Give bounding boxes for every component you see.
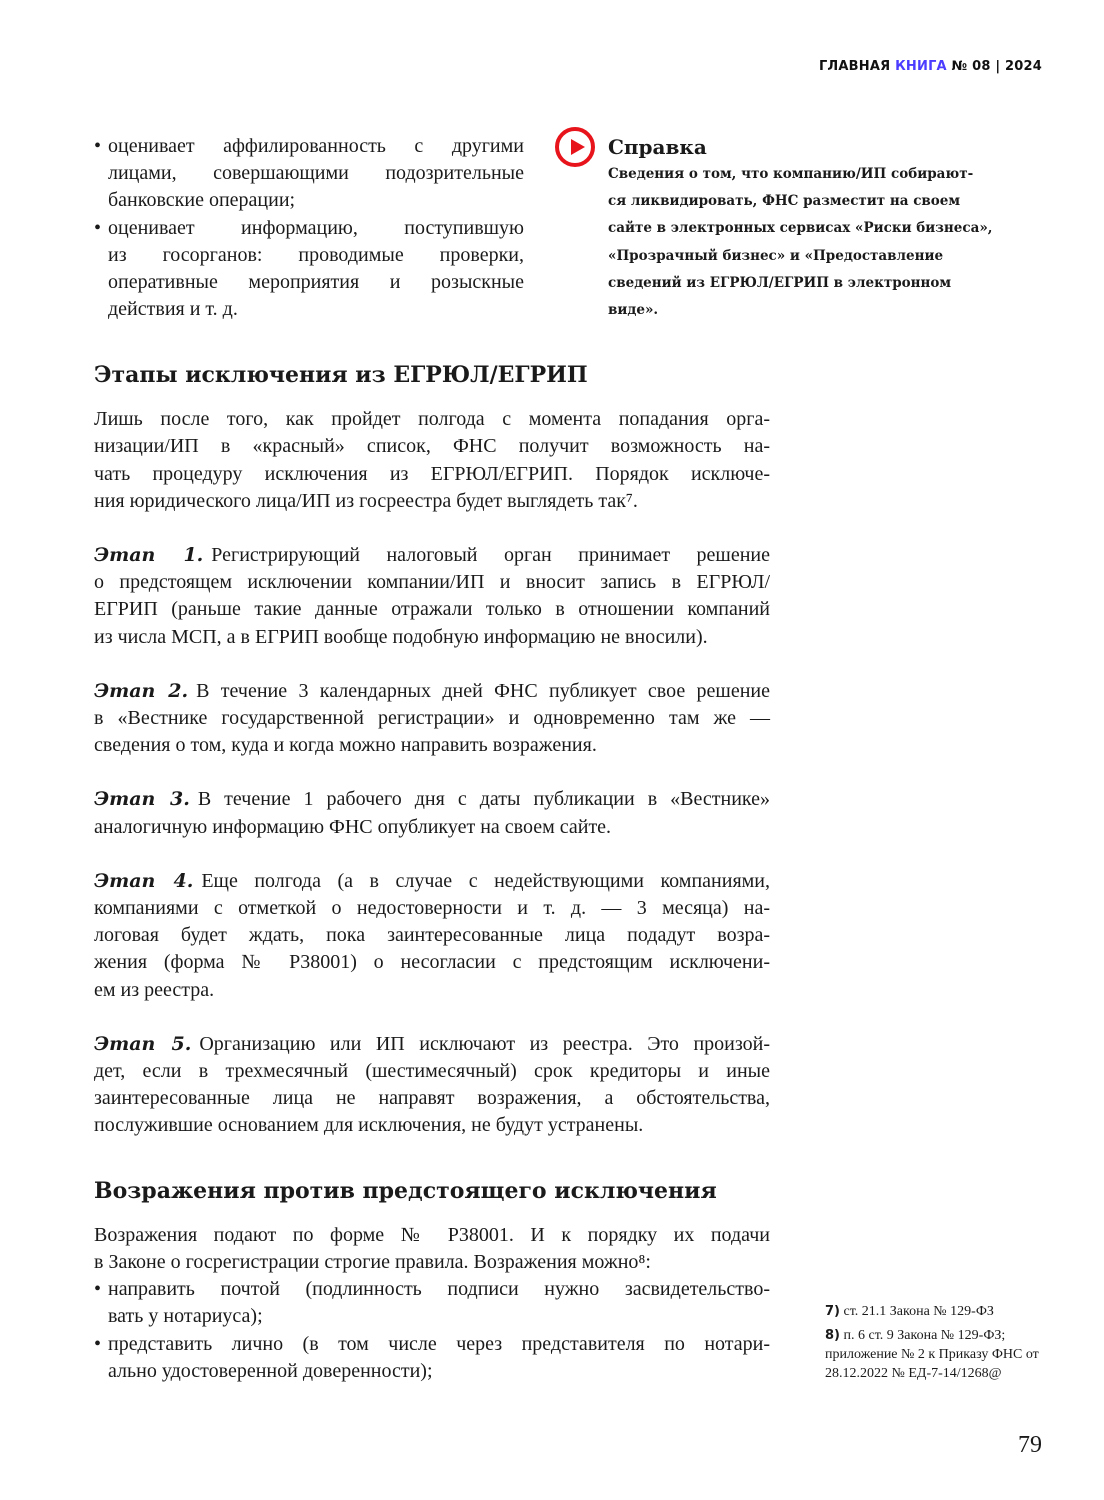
line-text: виде». (608, 302, 659, 319)
text-line (94, 488, 770, 515)
line-text: дет, если в трехмесячный (шестимесячный) срок кредиторы и иные (94, 1060, 770, 1083)
line-text: из числа МСП, а в ЕГРИП вообще подобную информацию не вносили). (94, 625, 708, 648)
stage-label: Этап 2. (94, 679, 189, 702)
text-line (94, 624, 770, 651)
text-line (94, 977, 770, 1004)
text-line (94, 1358, 770, 1385)
page-number: 79 (1018, 1432, 1042, 1458)
footnote-number: 7) (825, 1304, 840, 1319)
text-line (94, 895, 770, 922)
line-text: Еще полгода (а в случае с недействующими компаниями, (201, 869, 771, 892)
footnote-8 (825, 1326, 1055, 1383)
text-line (94, 922, 770, 949)
line-text: логовая будет ждать, пока заинтересованные лица подадут возра- (94, 924, 770, 947)
line-text: жения (форма № Р38001) о несогласии с предстоящим исключени- (94, 951, 770, 974)
text-line (94, 215, 524, 242)
footnote-text: ст. 21.1 Закона № 129-ФЗ (843, 1304, 994, 1319)
objections-paragraph (94, 1222, 770, 1276)
text-line (94, 1085, 770, 1112)
sidebar-title: Справка (608, 135, 707, 159)
text-line (94, 732, 770, 759)
footnotes (825, 1302, 1055, 1383)
stage-label: Этап 5. (94, 1032, 192, 1055)
line-text: ЕГРИП (раньше такие данные отражали только в отношении компаний (94, 598, 770, 621)
footnote-number: 8) (825, 1328, 840, 1343)
section-heading: Этапы исключения из ЕГРЮЛ/ЕГРИП (94, 362, 588, 389)
footnote-text: п. 6 ст. 9 Закона № 129-ФЗ; приложение № 2 к Приказу ФНС от 28.12.2022 № ЕД-7-14/1268@ (825, 1328, 1039, 1381)
line-text: ально удостоверенной доверенности); (108, 1359, 433, 1382)
line-text: Сведения о том, что компанию/ИП собирают- (608, 166, 974, 182)
text-line (94, 433, 770, 460)
line-text: послужившие основанием для исключения, не будут устранены. (94, 1114, 644, 1137)
line-text: Возражения подают по форме № Р38001. И к порядку их подачи (94, 1223, 770, 1246)
line-text: низации/ИП в «красный» список, ФНС получит возможность на- (94, 435, 770, 458)
text-line (94, 1031, 770, 1058)
issue-number: № 08 | 2024 (951, 59, 1042, 74)
running-header (819, 59, 1042, 74)
text-line (94, 1222, 770, 1249)
sidebar-note (555, 133, 1048, 324)
text-line (94, 868, 770, 895)
text-line (94, 1303, 770, 1330)
line-text: в «Вестнике государственной регистрации» и одновременно там же — (94, 707, 770, 730)
line-text: представить лично (в том числе через представителя по нотари- (108, 1332, 770, 1355)
text-line (608, 270, 1048, 297)
text-line (94, 406, 770, 433)
brand-main: ГЛАВНАЯ (818, 59, 891, 74)
text-line (94, 705, 770, 732)
text-line (94, 786, 770, 813)
text-line (94, 1112, 770, 1139)
line-text: заинтересованные лица не направят возражения, а обстоятельства, (94, 1087, 770, 1110)
line-text: ем из реестра. (94, 978, 215, 1001)
line-text: компаниями с отметкой о недостоверности и т. д. — 3 месяца) на- (94, 897, 770, 920)
line-text: сведения о том, куда и когда можно направить возражения. (94, 734, 597, 757)
footnote-7 (825, 1302, 1055, 1321)
text-line (94, 269, 524, 296)
line-text: в Законе о госрегистрации строгие правила. Возражения можно⁸: (94, 1250, 651, 1273)
brand-accent: КНИГА (895, 59, 947, 74)
line-text: оперативные мероприятия и розыскные (108, 271, 524, 294)
text-line (94, 1276, 770, 1303)
line-text: В течение 3 календарных дней ФНС публикует свое решение (196, 679, 770, 702)
stage-4 (94, 868, 770, 1004)
line-text: банковские операции; (108, 189, 296, 212)
sidebar-content (608, 133, 1048, 324)
line-text: о предстоящем исключении компании/ИП и вносит запись в ЕГРЮЛ/ (94, 571, 770, 594)
text-line (94, 1249, 770, 1276)
line-text: Организацию или ИП исключают из реестра. Это произой- (199, 1032, 770, 1055)
stage-label: Этап 4. (94, 869, 194, 892)
line-text: вать у нотариуса); (108, 1305, 263, 1328)
line-text: ся ликвидировать, ФНС разместит на своем (608, 193, 961, 210)
line-text: аналогичную информацию ФНС опубликует на своем сайте. (94, 815, 612, 838)
text-line (608, 215, 1048, 242)
play-icon (555, 127, 595, 167)
text-line (94, 542, 770, 569)
line-text: чать процедуру исключения из ЕГРЮЛ/ЕГРИП. Порядок исключе- (94, 462, 770, 485)
line-text: Регистрирующий налоговый орган принимает решение (211, 544, 770, 567)
line-text: действия и т. д. (108, 298, 238, 321)
line-text: из госорганов: проводимые проверки, (108, 243, 524, 266)
text-line (94, 133, 524, 160)
text-line (608, 188, 1048, 215)
text-line (94, 461, 770, 488)
sidebar-body (608, 161, 1048, 324)
text-line (94, 569, 770, 596)
stage-1 (94, 542, 770, 651)
text-line (94, 1058, 770, 1085)
text-line (94, 678, 770, 705)
top-row (94, 133, 1048, 324)
stage-2 (94, 678, 770, 760)
line-text: «Прозрачный бизнес» и «Предоставление (608, 247, 944, 264)
text-line (608, 243, 1048, 270)
line-text: оценивает информацию, поступившую (108, 216, 524, 239)
bullet-list-top (94, 133, 524, 323)
intro-paragraph (94, 406, 770, 515)
text-line (94, 814, 770, 841)
stage-5 (94, 1031, 770, 1140)
line-text: сайте в электронных сервисах «Риски бизнеса», (608, 220, 993, 237)
line-text: В течение 1 рабочего дня с даты публикации в «Вестнике» (197, 788, 770, 811)
section-heading: Возражения против предстоящего исключения (94, 1177, 717, 1204)
text-line (94, 187, 524, 214)
text-line (94, 596, 770, 623)
text-line (94, 1331, 770, 1358)
line-text: сведений из ЕГРЮЛ/ЕГРИП в электронном (608, 274, 952, 291)
bullet-list-bottom (94, 1276, 770, 1385)
text-line (94, 160, 524, 187)
stage-label: Этап 3. (94, 788, 190, 811)
stage-label: Этап 1. (94, 544, 204, 567)
text-line (608, 161, 1048, 188)
text-line (94, 949, 770, 976)
text-line (94, 242, 524, 269)
stage-3 (94, 786, 770, 840)
line-text: оценивает аффилированность с другими (108, 135, 524, 157)
line-text: Лишь после того, как пройдет полгода с момента попадания орга- (94, 408, 770, 431)
text-line (94, 296, 524, 323)
line-text: направить почтой (подлинность подписи нужно засвидетельство- (108, 1278, 770, 1301)
line-text: лицами, совершающими подозрительные (108, 162, 524, 185)
text-line (608, 297, 1048, 324)
line-text: ния юридического лица/ИП из госреестра будет выглядеть так⁷. (94, 489, 638, 512)
